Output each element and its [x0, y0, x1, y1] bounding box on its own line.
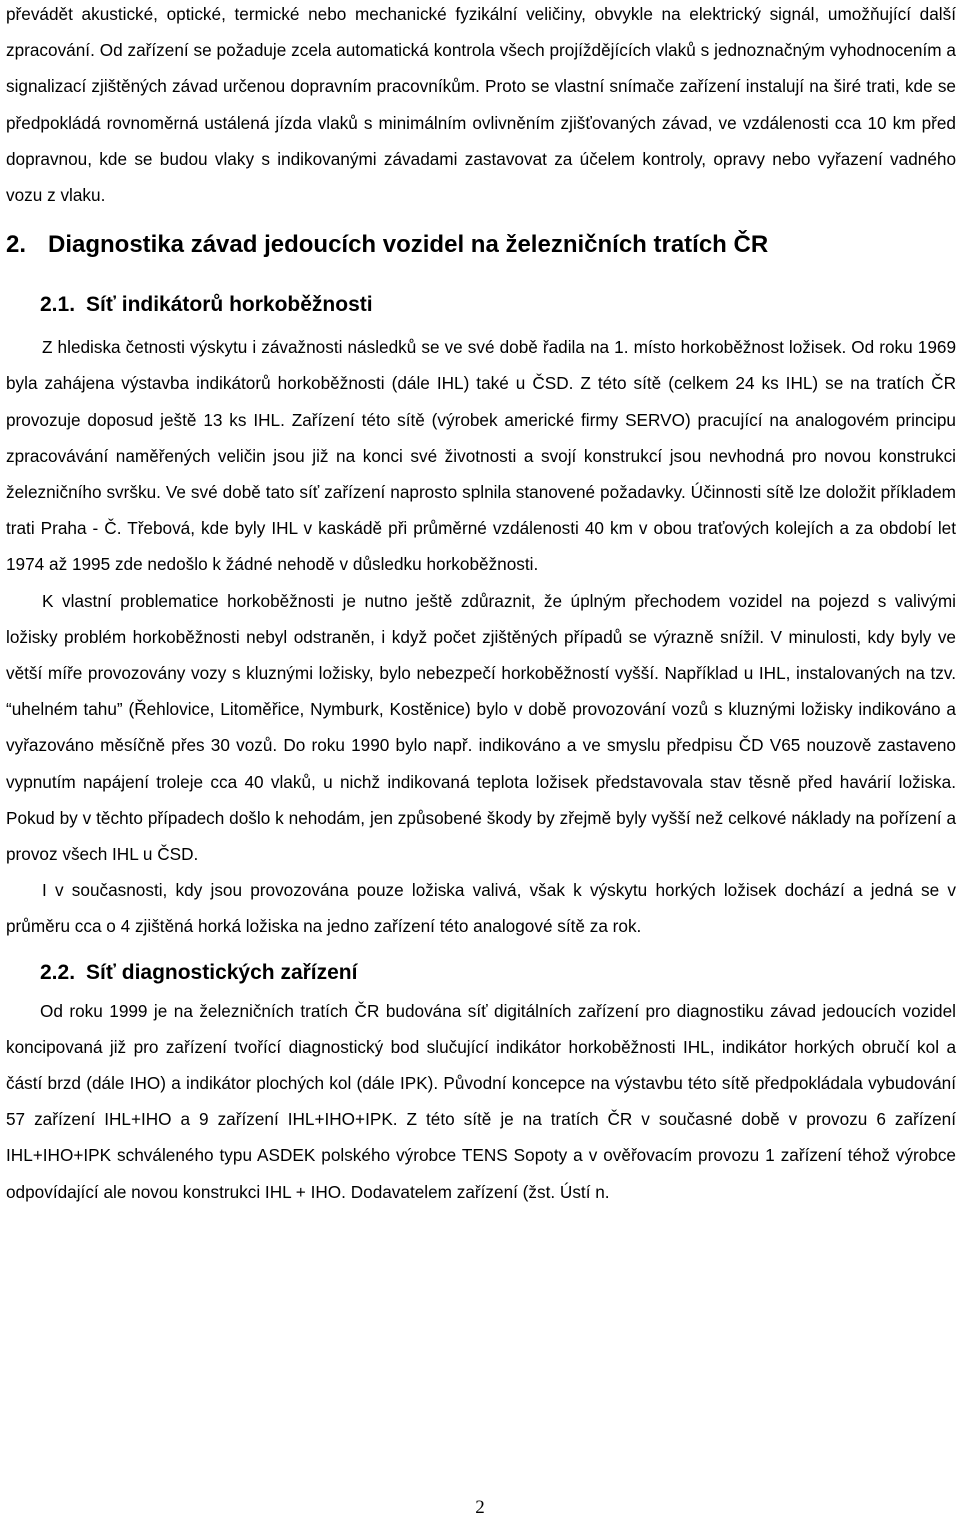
body-paragraph: I v současnosti, kdy jsou provozována pouze ložiska valivá, však k výskytu horkých ložisek dochází a jedná se v průměru cca o 4 zjištěná horká ložiska na jedno zařízení této analogové sítě za rok.	[6, 880, 956, 937]
section-title: Diagnostika závad jedoucích vozidel na železničních tratích ČR	[48, 231, 769, 259]
intro-paragraph: převádět akustické, optické, termické nebo mechanické fyzikální veličiny, obvykle na elektrický signál, umožňující další zpracování. Od zařízení se požaduje zcela automatická kontrola všech projíždějících vlaků s jednoznačným vyhodnocením a signalizací zjištěných závad určenou dopravním pracovníkům. Proto se vlastní snímače zařízení instalují na širé trati, kde se předpokládá rovnoměrná ustálená jízda vlaků s minimálním ovlivněním zjišťovaných závad, ve vzdálenosti cca 10 km před dopravnou, kde se budou vlaky s indikovanými závadami zastavovat za účelem kontroly, opravy nebo vyřazení vadného vozu z vlaku.	[6, 4, 956, 206]
section-heading	[6, 225, 956, 265]
section-number: 2.	[6, 231, 27, 259]
page-number: 2	[475, 1497, 485, 1518]
subsection-title: Síť diagnostických zařízení	[86, 960, 358, 984]
subsection-number: 2.2.	[40, 960, 76, 984]
body-paragraph: Od roku 1999 je na železničních tratích ČR budována síť digitálních zařízení pro diagnostiku závad jedoucích vozidel koncipovaná již pro zařízení tvořící diagnostický bod slučující indikátor horkoběžnosti IHL, indikátor horkých obručí kol a částí brzd (dále IHO) a indikátor plochých kol (dále IPK). Původní koncepce na výstavbu této sítě předpokládala vybudování 57 zařízení IHL+IHO a 9 zařízení IHL+IHO+IPK. Z této sítě je na tratích ČR v současné době v provozu 6 zařízení IHL+IHO+IPK schváleného typu ASDEK polského výrobce TENS Sopoty a v ověřovacím provozu 1 zařízení téhož výrobce odpovídající ale novou konstrukci IHL + IHO. Dodavatelem zařízení (žst. Ústí n.	[6, 1000, 956, 1202]
subsection-heading	[6, 287, 956, 323]
subsection-heading	[6, 955, 956, 991]
body-paragraph: K vlastní problematice horkoběžnosti je nutno ještě zdůraznit, že úplným přechodem vozidel na pojezd s valivými ložisky problém horkoběžnosti nebyl odstraněn, i když počet zjištěných případů se výrazně snížil. V minulosti, kdy byly ve větší míře provozovány vozy s kluznými ložisky, bylo nebezpečí horkoběžností vyšší. Například u IHL, instalovaných na tzv. “uhelném tahu” (Řehlovice, Litoměřice, Nymburk, Kostěnice) bylo v době provozování vozů s kluznými ložisky indikováno a vyřazováno měsíčně přes 30 vozů. Do roku 1990 bylo např. indikováno a ve smyslu předpisu ČD V65 nouzově zastaveno vypnutím napájení troleje cca 40 vlaků, u nichž indikovaná teplota ložisek představovala stav těsně před havárií ložiska. Pokud by v těchto případech došlo k nehodám, jen způsobené škody by zřejmě byly vyšší než celkové náklady na pořízení a provoz všech IHL u ČSD.	[6, 590, 956, 865]
body-paragraph: Z hlediska četnosti výskytu i závažnosti následků se ve své době řadila na 1. místo horkoběžnost ložisek. Od roku 1969 byla zahájena výstavba indikátorů horkoběžnosti (dále IHL) také u ČSD. Z této sítě (celkem 24 ks IHL) se na tratích ČR provozuje doposud ještě 13 ks IHL. Zařízení této sítě (výrobek americké firmy SERVO) pracující na analogovém principu zpracovávání naměřených veličin jsou již na konci své životnosti a svojí konstrukcí jsou nevhodná pro novou konstrukci železničního svršku. Ve své době tato síť zařízení naprosto splnila stanovené požadavky. Účinnosti sítě lze doložit příkladem trati Praha - Č. Třebová, kde byly IHL v kaskádě při průměrné vzdálenosti 40 km v obou traťových kolejích a za období let 1974 až 1995 zde nedošlo k žádné nehodě v důsledku horkoběžnosti.	[6, 337, 956, 575]
subsection-title: Síť indikátorů horkoběžnosti	[86, 293, 373, 317]
subsection-number: 2.1.	[40, 293, 76, 317]
document-page	[6, 0, 956, 1210]
